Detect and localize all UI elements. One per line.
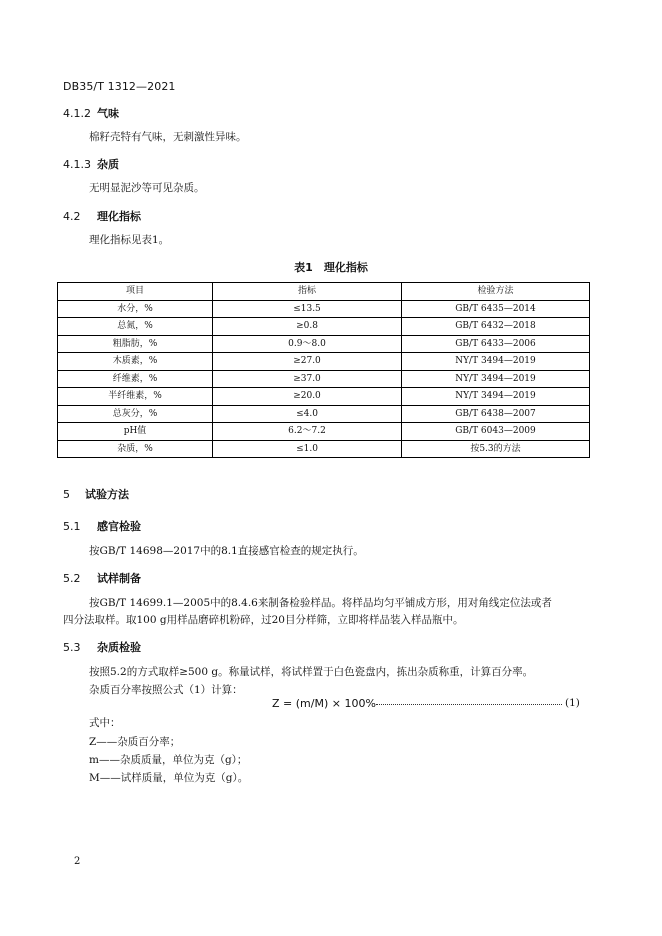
paragraph-sensory-test: 按GB/T 14698—2017中的8.1直接感官检查的规定执行。 [89,545,364,557]
cell-item: 木质素，% [58,353,213,371]
cell-value: ≥20.0 [213,388,402,406]
cell-item: 水分，% [58,300,213,318]
table-row [58,388,590,406]
paragraph-indicators-ref: 理化指标见表1。 [89,234,170,246]
indicator-table [57,282,590,458]
section-title: 感官检验 [97,520,141,533]
cell-method: GB/T 6432—2018 [402,318,590,336]
section-number: 5.1 [63,520,81,533]
cell-method: GB/T 6433—2006 [402,335,590,353]
cell-item: 粗脂肪，% [58,335,213,353]
section-heading-5-3 [63,639,141,655]
section-heading-4-2 [63,208,141,224]
section-heading-4-1-2 [63,105,119,121]
cell-method: NY/T 3494—2019 [402,370,590,388]
paragraph-impurity-test-line1: 按照5.2的方式取样≥500 g。称量试样，将试样置于白色瓷盘内，拣出杂质称重，计算百分率。 [89,666,534,678]
section-number: 5.2 [63,572,81,585]
section-title: 试验方法 [85,488,129,501]
section-number: 4.2 [63,210,81,223]
table-row [58,353,590,371]
formula-where: 式中： [89,717,121,729]
section-title: 杂质 [97,158,119,171]
cell-method: GB/T 6438—2007 [402,405,590,423]
paragraph-impurity: 无明显泥沙等可见杂质。 [89,182,205,194]
table-row [58,405,590,423]
table-row [58,423,590,441]
cell-method: GB/T 6435—2014 [402,300,590,318]
cell-value: ≥37.0 [213,370,402,388]
cell-item: 纤维素，% [58,370,213,388]
section-title: 试样制备 [97,572,141,585]
section-number: 5 [63,488,70,501]
section-number: 4.1.2 [63,107,91,120]
cell-value: 0.9～8.0 [213,335,402,353]
document-code-header: DB35/T 1312—2021 [63,80,176,93]
paragraph-sample-prep-line2: 四分法取样。取100 g用样品磨碎机粉碎，过20目分样筛，立即将样品装入样品瓶中。 [63,614,464,626]
page-number: 2 [74,856,81,867]
section-heading-4-1-3 [63,156,119,172]
section-number: 4.1.3 [63,158,91,171]
cell-item: 总氮，% [58,318,213,336]
cell-item: 杂质，% [58,440,213,458]
paragraph-sample-prep-line1: 按GB/T 14699.1—2005中的8.4.6来制备检验样品。将样品均匀平铺成方形，用对角线定位法或者 [89,597,552,609]
cell-item: pH值 [58,423,213,441]
paragraph-odor: 棉籽壳特有气味，无刺激性异味。 [89,131,247,143]
section-heading-5 [63,486,129,502]
formula-leader-dots [376,704,562,705]
variable-z: Z——杂质百分率； [89,736,181,748]
cell-item: 总灰分，% [58,405,213,423]
section-heading-5-1 [63,518,141,534]
cell-method: NY/T 3494—2019 [402,388,590,406]
cell-method: NY/T 3494—2019 [402,353,590,371]
section-number: 5.3 [63,641,81,654]
table-caption: 表1 理化指标 [294,261,368,274]
table-row [58,370,590,388]
cell-method: GB/T 6043—2009 [402,423,590,441]
cell-value: ≥0.8 [213,318,402,336]
cell-item: 半纤维素，% [58,388,213,406]
table-row [58,318,590,336]
table-row [58,335,590,353]
paragraph-impurity-test-line2: 杂质百分率按照公式（1）计算： [89,684,243,696]
table-header-row [58,283,590,301]
table-row [58,440,590,458]
cell-value: 6.2～7.2 [213,423,402,441]
cell-value: ≤4.0 [213,405,402,423]
cell-value: ≤1.0 [213,440,402,458]
equation-number: (1) [565,697,580,709]
cell-value: ≤13.5 [213,300,402,318]
variable-M: M——试样质量，单位为克（g）。 [89,772,249,784]
section-title: 气味 [97,107,119,120]
cell-method: 按5.3的方法 [402,440,590,458]
formula: Z = (m/M) × 100% [272,697,376,710]
header-method: 检验方法 [402,283,590,301]
section-title: 杂质检验 [97,641,141,654]
table-row [58,300,590,318]
header-item: 项目 [58,283,213,301]
variable-m: m——杂质质量，单位为克（g）； [89,754,248,766]
cell-value: ≥27.0 [213,353,402,371]
section-heading-5-2 [63,570,141,586]
section-title: 理化指标 [97,210,141,223]
header-indicator: 指标 [213,283,402,301]
